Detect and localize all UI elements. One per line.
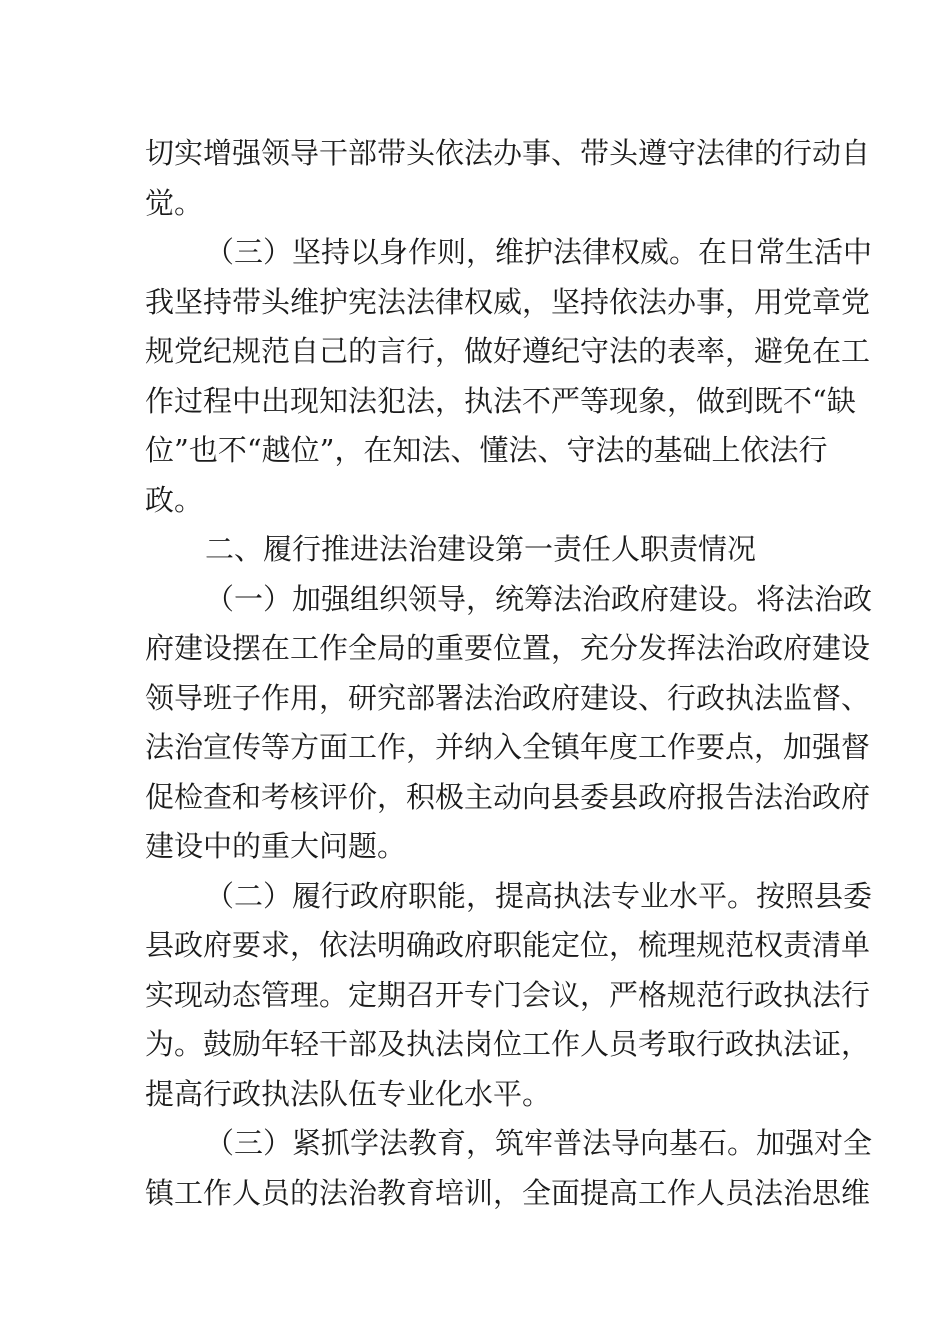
text-line: 府建设摆在工作全局的重要位置，充分发挥法治政府建设 — [145, 631, 871, 665]
text-line: 我坚持带头维护宪法法律权威，坚持依法办事，用党章党 — [145, 285, 871, 319]
text-line: 实现动态管理。定期召开专门会议，严格规范行政执法行 — [145, 978, 871, 1012]
text-line: 政。 — [145, 483, 204, 517]
text-line: 建设中的重大问题。 — [145, 829, 407, 863]
text-line: 镇工作人员的法治教育培训，全面提高工作人员法治思维 — [145, 1176, 871, 1210]
text-line: 领导班子作用，研究部署法治政府建设、行政执法监督、 — [145, 681, 871, 715]
text-line: 为。鼓励年轻干部及执法岗位工作人员考取行政执法证， — [145, 1027, 871, 1061]
paragraph-heading: （三）紧抓学法教育，筑牢普法导向基石。加强对全 — [205, 1126, 873, 1160]
text-line: 切实增强领导干部带头依法办事、带头遵守法律的行动自 — [145, 136, 871, 170]
paragraph-heading: （一）加强组织领导，统筹法治政府建设。将法治政 — [205, 582, 873, 616]
text-line: 觉。 — [145, 186, 204, 220]
paragraph-heading: （三）坚持以身作则，维护法律权威。在日常生活中 — [205, 235, 873, 269]
text-line: 促检查和考核评价，积极主动向县委县政府报告法治政府 — [145, 780, 871, 814]
text-line: 作过程中出现知法犯法，执法不严等现象，做到既不“缺 — [145, 384, 856, 418]
text-line: 提高行政执法队伍专业化水平。 — [145, 1077, 552, 1111]
text-line: 位”也不“越位”，在知法、懂法、守法的基础上依法行 — [145, 433, 828, 467]
text-line: 法治宣传等方面工作，并纳入全镇年度工作要点，加强督 — [145, 730, 871, 764]
text-line: 县政府要求，依法明确政府职能定位，梳理规范权责清单 — [145, 928, 871, 962]
section-heading: 二、履行推进法治建设第一责任人职责情况 — [205, 532, 757, 566]
text-line: 规党纪规范自己的言行，做好遵纪守法的表率，避免在工 — [145, 334, 871, 368]
paragraph-heading: （二）履行政府职能，提高执法专业水平。按照县委 — [205, 879, 873, 913]
